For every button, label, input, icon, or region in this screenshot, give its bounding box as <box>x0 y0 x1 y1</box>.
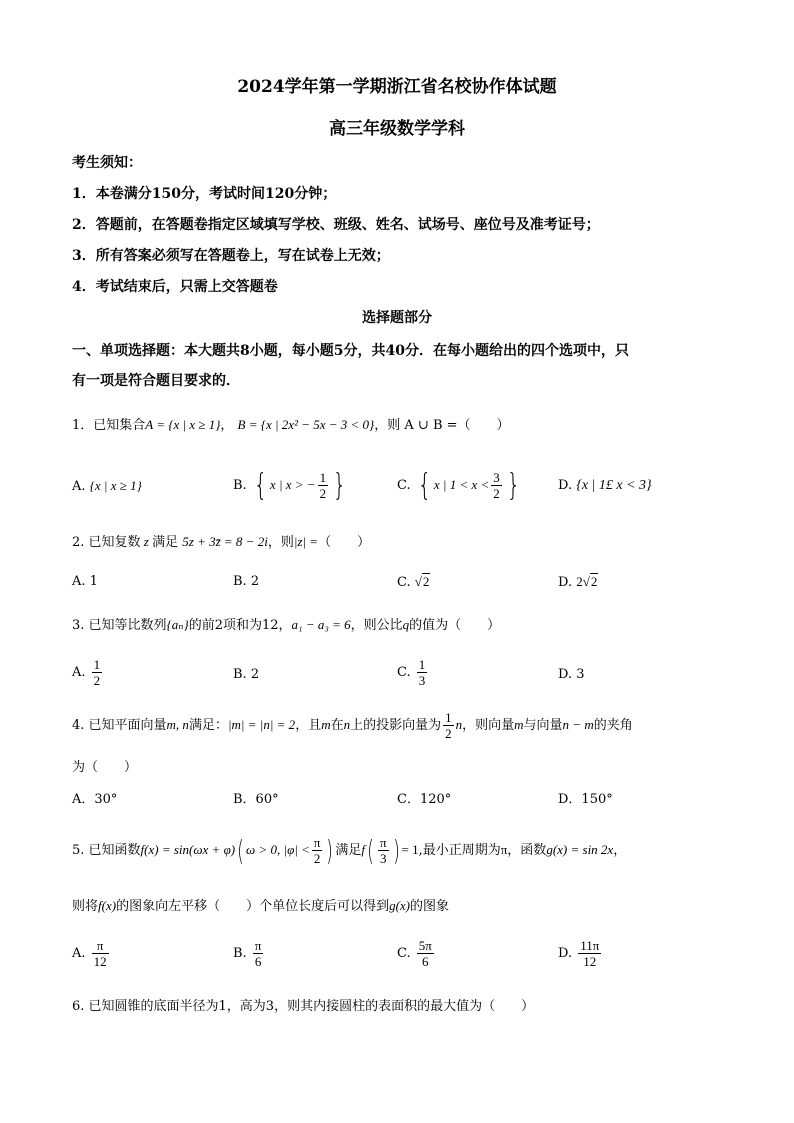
q3-sequence: {aₙ} <box>166 617 189 632</box>
fraction-numerator: 1 <box>418 657 426 672</box>
notice-item-1: 1．本卷满分150分，考试时间120分钟； <box>72 186 337 202</box>
q1-option-d <box>558 478 652 494</box>
q5-gdef-prefix: ，函数 <box>507 843 547 858</box>
q5-period: ,最小正周期为 <box>418 843 501 858</box>
question-1: 1．已知集合A = {x | x ≥ 1}， B = {x | 2x² − 5x − 3 < 0}，则 A ∪ B =（ ） <box>72 417 510 433</box>
fraction-denominator: 2 <box>445 726 452 741</box>
q5-gx: g(x) <box>389 898 411 913</box>
fraction-denominator: 6 <box>254 954 262 969</box>
q1-option-a <box>72 478 142 494</box>
q2-option-c-label: C. <box>397 575 411 590</box>
exam-title: 2024学年第一学期浙江省名校协作体试题 <box>237 77 557 97</box>
q4-mid: 满足： <box>188 718 228 733</box>
q3-prefix: 3. 已知等比数列 <box>72 618 167 633</box>
q5-option-a-label: A. <box>72 946 86 961</box>
q4-option-a: A．30° <box>72 792 118 807</box>
section-1-line-2: 有一项是符合题目要求的． <box>72 373 240 389</box>
q3-variable: q <box>402 617 410 632</box>
question-4-line-1: 4. 已知平面向量m, n满足：|m| = |n| = 2，且m在n上的投影向量为 $\frac{1}{2}$ n，则向量m与向量n − m的夹角 <box>72 710 633 741</box>
q4-mid2: ，且 <box>295 718 322 733</box>
q5-option-d-fraction <box>578 938 601 969</box>
fraction-numerator: π <box>313 835 321 850</box>
question-4-line-2: 为（ ） <box>72 760 138 775</box>
right-brace-icon: } <box>506 468 521 503</box>
fraction-denominator: 2 <box>313 851 321 866</box>
q5-prefix: 5. 已知函数 <box>72 843 141 858</box>
fraction-numerator: 11π <box>580 938 600 953</box>
q4-and: 与向量 <box>523 718 563 733</box>
q4-option-c: C．120° <box>397 792 452 807</box>
q1-option-b-value: x | x > − <box>269 477 316 492</box>
q2-option-c <box>397 574 430 590</box>
question-5-line-2 <box>72 895 449 914</box>
q5-gdef: g(x) = sin 2x <box>546 842 614 857</box>
q5-option-b-label: B. <box>233 946 247 961</box>
q5-option-c-label: C. <box>397 946 411 961</box>
fraction-denominator: 3 <box>418 673 426 688</box>
q1-option-d-value: {x | 1£ x < 3} <box>576 478 652 493</box>
q5-condition: ω > 0, |φ| < <box>246 842 310 857</box>
q4-suffix: ，则向量 <box>462 718 515 733</box>
q2-abs: |z| = <box>293 534 319 549</box>
q2-option-d-sqrt: 2√2 <box>576 574 598 589</box>
question-5-line-1: 5. 已知函数f(x) = sin(ωx + φ)( ω > 0, |φ| < $\frac{\pi}{2}$ ) 满足f( $\frac{\pi}{3}$ ) = 1,最小正周期为π，函数g(x) = sin 2x， <box>72 834 627 867</box>
q4-fraction <box>443 710 454 741</box>
q5-comma: ， <box>613 843 627 858</box>
q1-option-a-value: {x | x ≥ 1} <box>89 478 142 493</box>
q5-line2-suffix: 的图象 <box>410 899 450 914</box>
exam-subtitle: 高三年级数学学科 <box>329 119 465 139</box>
left-brace-icon: { <box>417 468 431 503</box>
q3-option-c <box>397 657 429 688</box>
q4-in-word: 在 <box>330 718 344 733</box>
fraction-numerator: 1 <box>445 710 452 725</box>
notice-item-4: 4．考试结束后，只需上交答题卷 <box>72 279 278 295</box>
q2-option-c-radicand: 2 <box>422 574 430 589</box>
q5-option-b-fraction <box>253 938 264 969</box>
section-1-line-1: 一、单项选择题：本大题共8小题，每小题5分，共40分．在每小题给出的四个选项中，只 <box>72 343 629 359</box>
q4-angle: 的夹角 <box>593 718 633 733</box>
q4-prefix: 4. 已知平面向量 <box>72 718 167 733</box>
q2-option-b: B. 2 <box>233 574 260 589</box>
question-6: 6. 已知圆锥的底面半径为1，高为3，则其内接圆柱的表面积的最大值为（ ） <box>72 999 535 1014</box>
q5-satisfy: 满足 <box>335 843 362 858</box>
fraction-numerator: π <box>92 938 109 954</box>
q3-option-a-label: A. <box>72 665 86 680</box>
q5-option-a-fraction <box>92 938 109 969</box>
q4-equation: |m| = |n| = 2 <box>227 717 296 732</box>
q2-option-d-label: D. <box>558 575 573 590</box>
q2-paren: （ ） <box>318 535 371 550</box>
q3-option-d: D. 3 <box>558 667 585 682</box>
q5-option-a <box>72 938 111 969</box>
q3-end: 的值为（ ） <box>409 618 501 633</box>
q5-option-c <box>397 938 436 969</box>
q5-option-b <box>233 938 265 969</box>
q1-option-b-label: B. <box>233 478 247 493</box>
q5-line2-mid: 的图象向左平移（ ）个单位长度后可以得到 <box>116 899 390 914</box>
q5-pi: π <box>500 842 508 857</box>
q1-suffix: ，则 A ∪ B =（ ） <box>374 418 510 433</box>
q2-option-d-radicand: 2 <box>590 574 598 589</box>
q3-option-b: B. 2 <box>233 667 260 682</box>
q3-suffix: ，则公比 <box>350 618 403 633</box>
q3-option-a-fraction <box>92 657 103 688</box>
right-brace-icon: } <box>332 468 347 503</box>
fraction-denominator: 6 <box>422 954 429 969</box>
q3-option-c-fraction <box>417 657 428 688</box>
q5-function: f(x) = sin(ωx + φ) <box>140 842 236 857</box>
q2-option-c-sqrt: √2 <box>414 574 430 589</box>
q2-option-d <box>558 574 598 590</box>
fraction-numerator: π <box>254 938 262 953</box>
q2-option-a: A. 1 <box>72 574 98 589</box>
q2-option-d-coef: 2 <box>576 574 583 589</box>
fraction-numerator: 5π <box>418 938 432 953</box>
fraction-numerator: π <box>379 835 387 850</box>
q1-option-c-value: x | 1 < x < <box>433 477 490 492</box>
q4-option-b: B．60° <box>233 792 279 807</box>
left-brace-icon: { <box>253 468 268 503</box>
notice-item-2: 2．答题前，在答题卷指定区域填写学校、班级、姓名、试场号、座位号及准考证号； <box>72 217 600 233</box>
q3-mid: 的前2项和为12， <box>188 618 292 633</box>
q2-mid: 满足 <box>152 535 179 550</box>
question-3 <box>72 614 500 633</box>
q1-prefix: 1．已知集合 <box>72 418 146 433</box>
q2-equation: 5z + 3z̄ = 8 − 2i <box>182 534 268 549</box>
q1-option-c <box>397 468 523 503</box>
q1-option-d-label: D. <box>558 478 573 493</box>
fraction-denominator: 12 <box>93 954 107 969</box>
q4-difference: n − m <box>562 717 594 732</box>
q1-set-a: A = {x | x ≥ 1} <box>145 417 221 432</box>
notice-item-3: 3．所有答案必须写在答题卷上，写在试卷上无效； <box>72 248 390 264</box>
q2-suffix: ，则 <box>267 535 294 550</box>
q5-fx: f(x) <box>98 898 117 913</box>
q1-option-a-label: A. <box>72 479 86 494</box>
fraction-denominator: 12 <box>583 954 597 969</box>
q5-option-d <box>558 938 603 969</box>
q1-option-c-label: C. <box>397 478 411 493</box>
fraction-denominator: 3 <box>380 851 387 866</box>
q5-fraction-pi-3 <box>378 835 389 866</box>
question-2: 2. 已知复数 z 满足 5z + 3z̄ = 8 − 2i，则|z| =（ ） <box>72 534 371 550</box>
q4-option-d: D．150° <box>558 792 613 807</box>
q5-option-c-fraction <box>417 938 434 969</box>
q5-fraction-pi-2 <box>312 835 323 866</box>
q3-option-a <box>72 657 104 688</box>
q5-line2-prefix: 则将 <box>72 899 99 914</box>
q1-option-b <box>233 468 349 503</box>
notice-heading: 考生须知： <box>72 155 142 171</box>
q5-fvalue: = 1 <box>401 842 419 857</box>
q1-option-c-fraction: $\frac{3}{2}$ <box>493 470 500 501</box>
q2-prefix: 2. 已知复数 <box>72 535 141 550</box>
q5-option-d-label: D. <box>558 946 573 961</box>
q4-projection: 上的投影向量为 <box>350 718 442 733</box>
part-title: 选择题部分 <box>362 310 432 326</box>
fraction-numerator: 1 <box>93 657 101 672</box>
q1-set-b: B = {x | 2x² − 5x − 3 < 0} <box>237 417 375 432</box>
q3-equation: a₁ − a₃ = 6 <box>291 617 351 632</box>
q4-vectors: m, n <box>166 717 189 732</box>
fraction-denominator: 2 <box>93 673 101 688</box>
q1-option-b-fraction: $\frac{1}{2}$ <box>319 470 327 501</box>
q3-option-c-label: C. <box>397 665 411 680</box>
